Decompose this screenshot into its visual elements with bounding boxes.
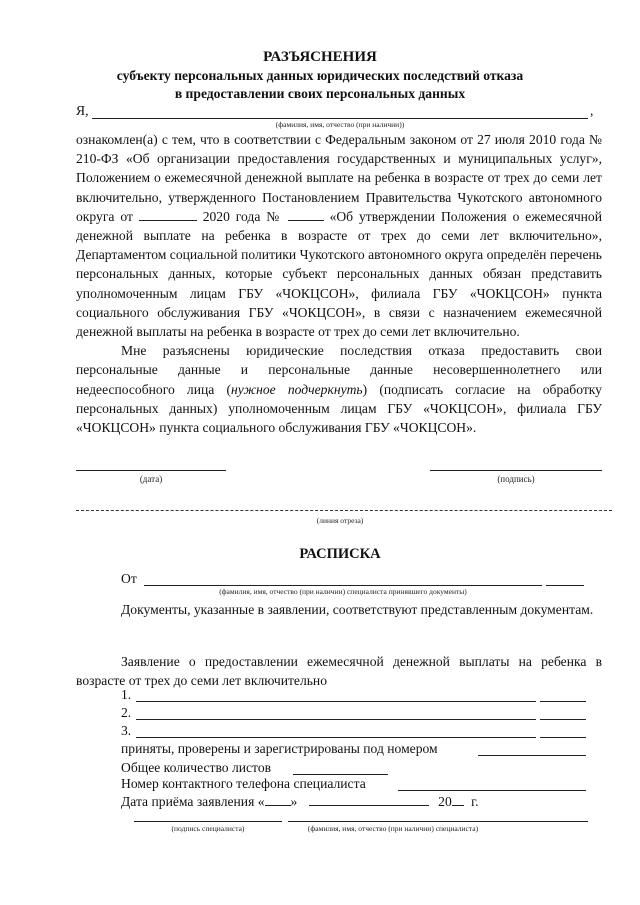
receipt-from-line[interactable] bbox=[144, 585, 542, 586]
resolution-date-blank[interactable] bbox=[139, 208, 197, 221]
paragraph1-part3: «Об утверждении Положения о ежемесячной денежной выплате на ребенка в возрасте от трех до семи лет включительно», Департаментом социальной политики Чукотского автономного округа определён перечень персональных данных, которые субъект персональных данных обязан представить уполномоченным лицам ГБУ «ЧОКЦСОН», филиала ГБУ «ЧОКЦСОН» пункта социального обслуживания ГБУ «ЧОКЦСОН», в связи с назначением ежемесячной денежной выплаты на ребенка в возрасте от трех до семи лет включительно. bbox=[76, 208, 603, 340]
paragraph2-part2: ) (подписать согласие на обработку персональных данных) уполномоченным лицам ГБУ «ЧОКЦСОН», филиала ГБУ «ЧОКЦСОН» пункта социального обслуживания ГБУ «ЧОКЦСОН». bbox=[76, 381, 602, 436]
fio-comma: , bbox=[590, 103, 594, 118]
document-subtitle-line2: в предоставлении своих персональных данных bbox=[174, 86, 466, 101]
paragraph-acknowledgement bbox=[76, 130, 602, 437]
receipt-docs-paragraph bbox=[76, 600, 602, 619]
receipt-application-text: Заявление о предоставлении ежемесячной денежной выплаты на ребенка в возрасте от трех до семи лет включительно bbox=[76, 654, 602, 689]
resolution-number-blank[interactable] bbox=[288, 208, 324, 221]
receipt-date-year-suffix: г. bbox=[471, 794, 479, 809]
specialist-signature-line[interactable] bbox=[134, 821, 282, 822]
receipt-from-extra-line[interactable] bbox=[546, 585, 584, 586]
specialist-signature-caption: (подпись специалиста) bbox=[171, 824, 245, 833]
specialist-name-caption: (фамилия, имя, отчество (при наличии) специалиста) bbox=[307, 824, 479, 833]
receipt-item-1-extra-line[interactable] bbox=[540, 701, 586, 702]
receipt-title: РАСПИСКА bbox=[299, 546, 381, 562]
receipt-date-day-blank[interactable] bbox=[265, 793, 291, 806]
receipt-phone-label: Номер контактного телефона специалиста bbox=[121, 776, 366, 791]
document-subtitle-line1: субъекту персональных данных юридических последствий отказа bbox=[116, 68, 524, 83]
receipt-phone-line[interactable] bbox=[398, 790, 586, 791]
receipt-date-month-blank[interactable] bbox=[309, 793, 429, 806]
receipt-sheets-line[interactable] bbox=[293, 774, 388, 775]
specialist-name-line[interactable] bbox=[288, 821, 588, 822]
fio-caption: (фамилия, имя, отчество (при наличии)) bbox=[275, 120, 405, 129]
receipt-registered-label: приняты, проверены и зарегистрированы под номером bbox=[121, 741, 438, 756]
date-caption: (дата) bbox=[139, 474, 163, 484]
receipt-date-year-prefix: 20 bbox=[438, 794, 452, 809]
paragraph1-part1: ознакомлен(а) с тем, что в соответствии с Федеральным законом от 27 июля 2010 года № 210-ФЗ «Об организации предоставления государственных и муниципальных услуг», Положением о ежемесячной денежной выплате на ребенка в возрасте от трех до семи лет включительно, утвержденного Постановлением Правительства Чукотского автономного округа от bbox=[76, 132, 602, 224]
receipt-docs-text: Документы, указанные в заявлении, соответствуют представленным документам. bbox=[121, 602, 594, 617]
paragraph2-emphasis: нужное подчеркнуть bbox=[231, 381, 363, 397]
receipt-registered-number-line[interactable] bbox=[478, 755, 586, 756]
cut-line bbox=[76, 510, 612, 511]
receipt-from-label: От bbox=[121, 571, 137, 586]
fio-input-line[interactable] bbox=[92, 118, 588, 119]
receipt-item-2-line[interactable] bbox=[136, 719, 536, 720]
receipt-from-caption: (фамилия, имя, отчество (при наличии) специалиста принявшего документы) bbox=[219, 587, 467, 596]
signature-caption: (подпись) bbox=[497, 474, 535, 484]
cut-line-caption: (линия отреза) bbox=[316, 516, 364, 525]
receipt-date-row bbox=[121, 793, 479, 810]
receipt-item-3-line[interactable] bbox=[136, 737, 536, 738]
receipt-application-paragraph bbox=[76, 652, 602, 690]
date-line[interactable] bbox=[76, 470, 226, 471]
receipt-item-3-label: 3. bbox=[121, 723, 132, 738]
receipt-date-label-start: Дата приёма заявления « bbox=[121, 794, 265, 809]
receipt-item-1-label: 1. bbox=[121, 687, 132, 702]
ya-label: Я, bbox=[76, 103, 89, 118]
receipt-item-2-extra-line[interactable] bbox=[540, 719, 586, 720]
signature-line[interactable] bbox=[430, 470, 602, 471]
receipt-date-label-close: » bbox=[290, 794, 298, 809]
receipt-sheets-label: Общее количество листов bbox=[121, 760, 272, 775]
paragraph1-part2: 2020 года № bbox=[202, 208, 282, 224]
receipt-date-year-blank[interactable] bbox=[452, 793, 464, 806]
receipt-item-3-extra-line[interactable] bbox=[540, 737, 586, 738]
receipt-item-2-label: 2. bbox=[121, 705, 132, 720]
document-title: РАЗЪЯСНЕНИЯ bbox=[263, 49, 377, 65]
paragraph2-part1: Мне разъяснены юридические последствия отказа предоставить свои персональные данные и персональные данные несовершеннолетнего или недееспособного лица ( bbox=[76, 343, 602, 397]
receipt-item-1-line[interactable] bbox=[136, 701, 536, 702]
